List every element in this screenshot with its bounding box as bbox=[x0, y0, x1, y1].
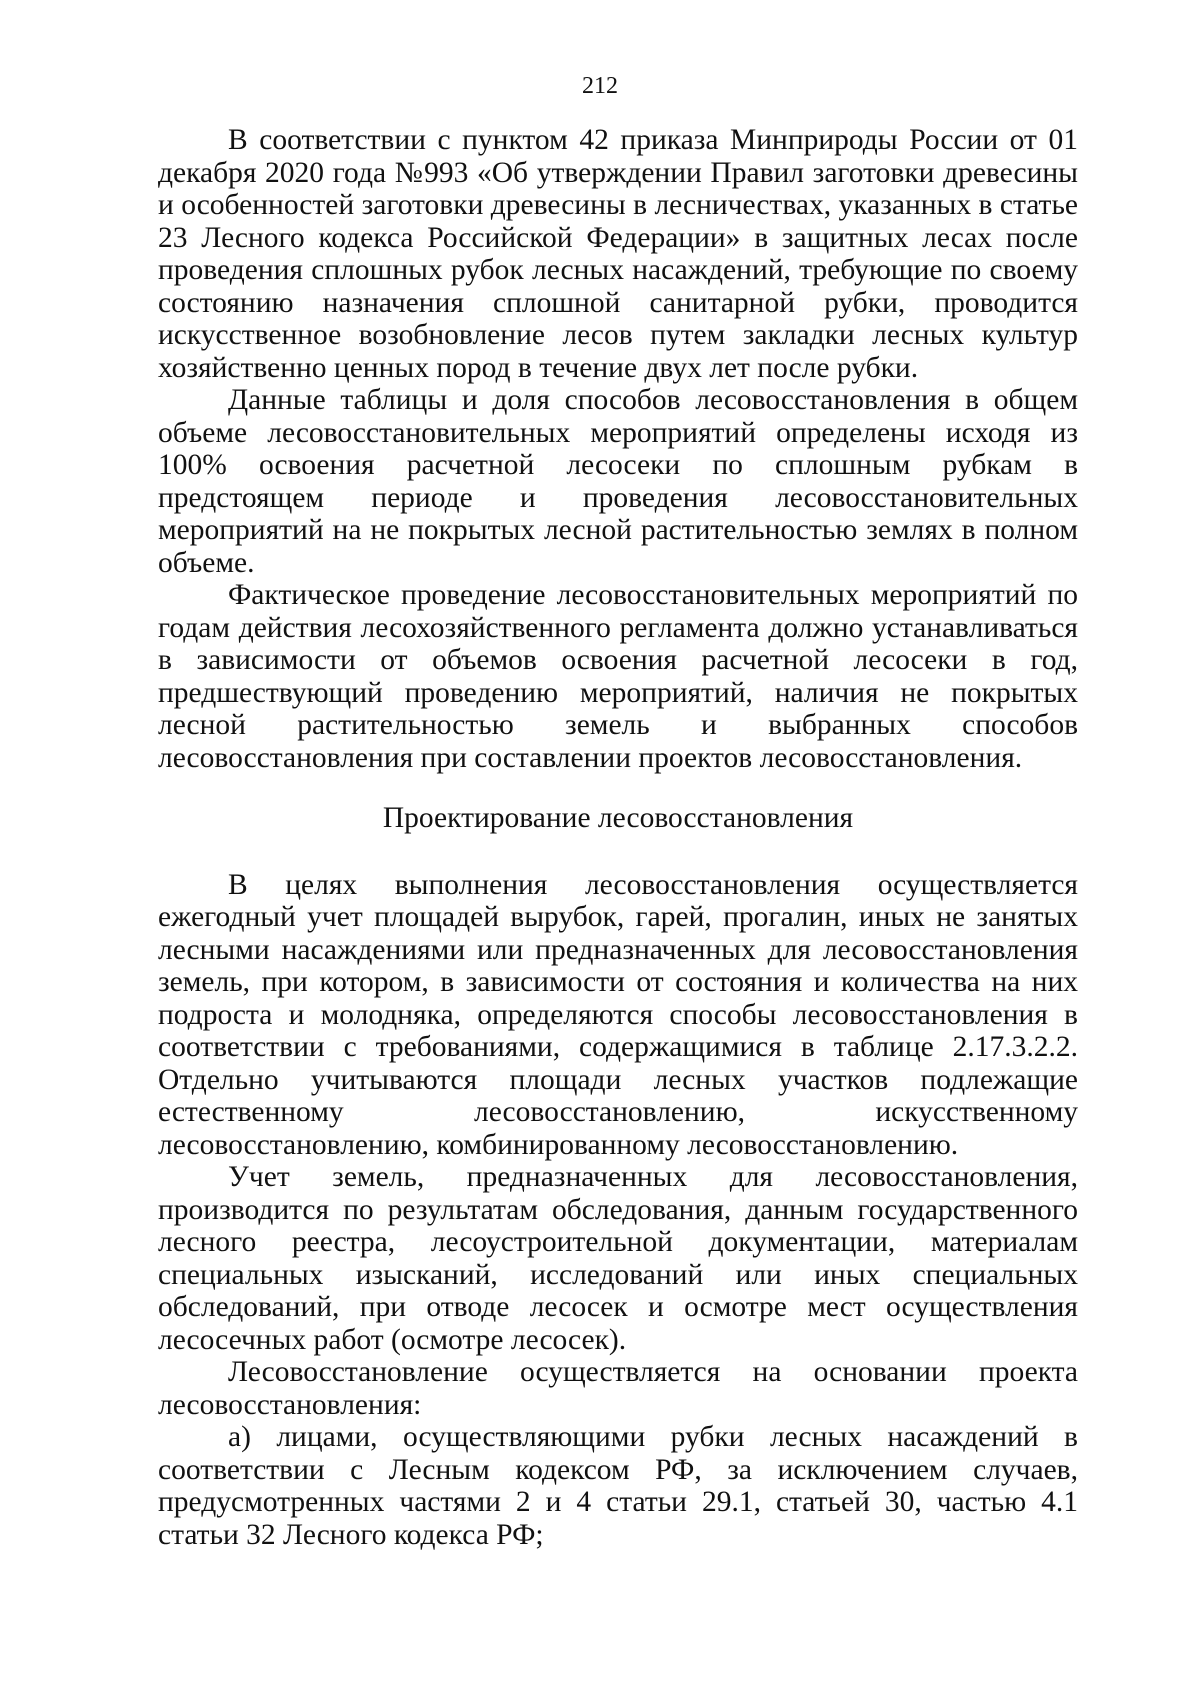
paragraph-table-data-share: Данные таблицы и доля способов лесовосстановления в общем объеме лесовосстановительных мероприятий определены исходя из 100% освоения расчетной лесосеки по сплошным рубкам в предстоящем периоде и проведения лесовосстановительных мероприятий на не покрытых лесной растительностью землях в полном объеме. bbox=[158, 384, 1078, 579]
paragraph-project-basis: Лесовосстановление осуществляется на основании проекта лесовосстановления: bbox=[158, 1356, 1078, 1421]
document-body bbox=[158, 124, 1078, 1551]
paragraph-order-reference: В соответствии с пунктом 42 приказа Минприроды России от 01 декабря 2020 года №993 «Об утверждении Правил заготовки древесины и особенностей заготовки древесины в лесничествах, указанных в статье 23 Лесного кодекса Российской Федерации» в защитных лесах после проведения сплошных рубок лесных насаждений, требующие по своему состоянию назначения сплошной санитарной рубки, проводится искусственное возобновление лесов путем закладки лесных культур хозяйственно ценных пород в течение двух лет после рубки. bbox=[158, 124, 1078, 384]
page-number: 212 bbox=[582, 73, 618, 99]
section-heading: Проектирование лесовосстановления bbox=[382, 802, 854, 834]
paragraph-actual-measures: Фактическое проведение лесовосстановительных мероприятий по годам действия лесохозяйственного регламента должно устанавливаться в зависимости от объемов освоения расчетной лесосеки в год, предшествующий проведению мероприятий, наличия не покрытых лесной растительностью земель и выбранных способов лесовосстановления при составлении проектов лесовосстановления. bbox=[158, 579, 1078, 774]
paragraph-land-accounting: Учет земель, предназначенных для лесовосстановления, производится по результатам обследования, данным государственного лесного реестра, лесоустроительной документации, материалам специальных изысканий, исследований или иных специальных обследований, при отводе лесосек и осмотре мест осуществления лесосечных работ (осмотре лесосек). bbox=[158, 1161, 1078, 1356]
paragraph-annual-accounting: В целях выполнения лесовосстановления осуществляется ежегодный учет площадей вырубок, гарей, прогалин, иных не занятых лесными насаждениями или предназначенных для лесовосстановления земель, при котором, в зависимости от состояния и количества на них подроста и молодняка, определяются способы лесовосстановления в соответствии с требованиями, содержащимися в таблице 2.17.3.2.2. Отдельно учитываются площади лесных участков подлежащие естественному лесовосстановлению, искусственному лесовосстановлению, комбинированному лесовосстановлению. bbox=[158, 868, 1078, 1161]
paragraph-item-a: а) лицами, осуществляющими рубки лесных насаждений в соответствии с Лесным кодексом РФ, за исключением случаев, предусмотренных частями 2 и 4 статьи 29.1, статьей 30, частью 4.1 статьи 32 Лесного кодекса РФ; bbox=[158, 1421, 1078, 1551]
